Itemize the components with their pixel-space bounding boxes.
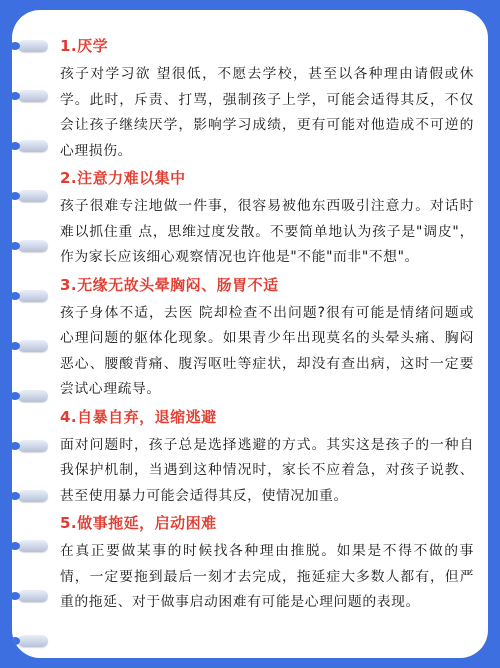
binding-ring-icon <box>18 140 48 152</box>
binding-ring-icon <box>18 540 48 552</box>
binding-ring-icon <box>18 40 48 52</box>
article-content <box>60 36 474 620</box>
notebook-card <box>12 10 488 658</box>
section-1 <box>60 36 474 164</box>
section-2 <box>60 168 474 271</box>
section-heading: 2.注意力难以集中 <box>60 169 186 187</box>
binding-ring-icon <box>18 490 48 502</box>
section-body: 孩子很难专注地做一件事，很容易被他东西吸引注意力。对话时难以抓住重 点，思维过度发散。不要简单地认为孩子是"调皮"，作为家长应该细心观察情况也许他是"不能"而非"不想"。 <box>60 198 474 265</box>
section-body: 面对问题时，孩子总是选择逃避的方式。其实这是孩子的一种自我保护机制，当遇到这种情况时，家长不应着急，对孩子说教、甚至使用暴力可能会适得其反，使情况加重。 <box>60 436 474 504</box>
binding-ring-icon <box>18 240 48 252</box>
spiral-binding <box>12 10 52 658</box>
binding-ring-icon <box>18 590 48 602</box>
section-body: 孩子对学习欲 望很低，不愿去学校，甚至以各种理由请假或休学。此时，斥责、打骂，强制孩子上学，可能会适得其反，不仅会让孩子继续厌学，影响学习成绩，更有可能对他造成不可逆的心理损伤。 <box>60 66 474 159</box>
section-heading: 1.厌学 <box>60 37 109 55</box>
section-4 <box>60 407 474 510</box>
section-5 <box>60 513 474 616</box>
section-body: 在真正要做某事的时候找各种理由推脱。如果是不得不做的事情，一定要拖到最后一刻才去完成，拖延症大多数人都有，但严重的拖延、对于做事启动困难有可能是心理问题的表现。 <box>60 543 474 610</box>
binding-ring-icon <box>18 635 48 647</box>
section-3 <box>60 275 474 403</box>
binding-ring-icon <box>18 190 48 202</box>
binding-ring-icon <box>18 340 48 352</box>
section-heading: 4.自暴自弃，退缩逃避 <box>60 407 217 426</box>
binding-ring-icon <box>18 90 48 102</box>
binding-ring-icon <box>18 290 48 302</box>
binding-ring-icon <box>18 390 48 402</box>
section-heading: 5.做事拖延，启动困难 <box>60 514 217 532</box>
section-body: 孩子身体不适，去医 院却检查不出问题?很有可能是情绪问题或心理问题的躯体化现象。如果青少年出现莫名的头晕头痛、胸闷恶心、腰酸背痛、腹泻呕吐等症状，却没有查出病，这时一定要尝试心理疏导。 <box>60 304 474 397</box>
binding-ring-icon <box>18 440 48 452</box>
section-heading: 3.无缘无故头晕胸闷、肠胃不适 <box>60 275 279 294</box>
